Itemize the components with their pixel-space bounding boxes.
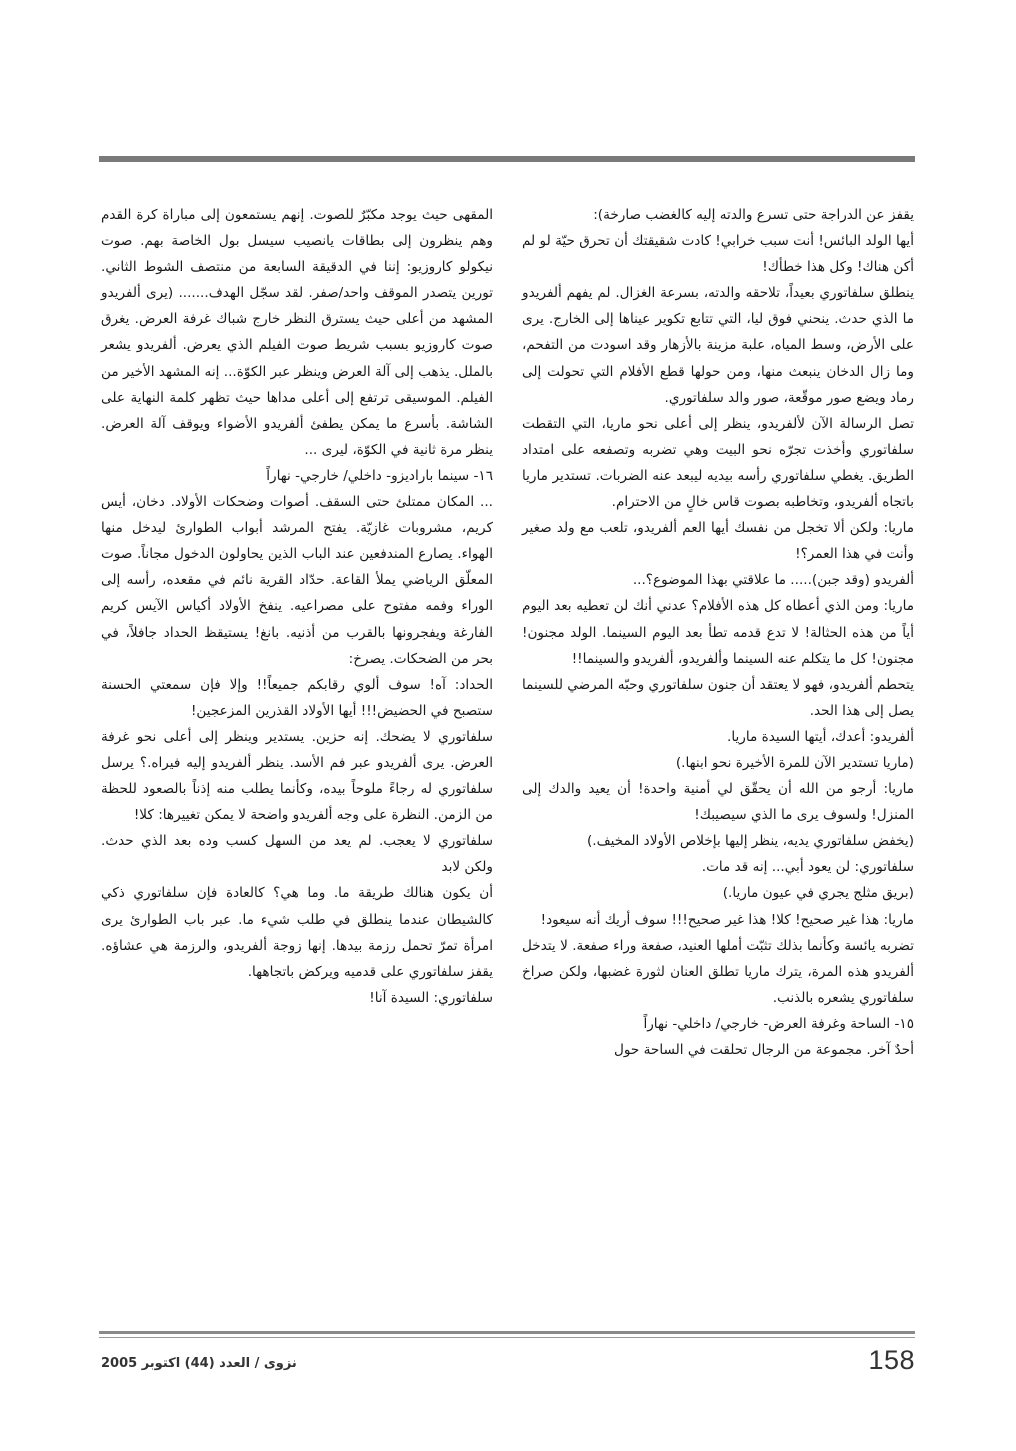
footer-rule bbox=[99, 1331, 915, 1334]
paragraph: الحداد: آه! سوف ألوي رقابكم جميعاً!! وإلا فإن سمعتي الحسنة ستصبح في الحضيض!!! أيها الأولاد القذرين المزعجين! bbox=[101, 676, 493, 719]
paragraph: سلفاتوري: السيدة آنا! bbox=[369, 989, 493, 1006]
paragraph: سلفاتوري لا يعجب. لم يعد من السهل كسب وده بعد الذي حدث. ولكن لابد bbox=[101, 833, 493, 876]
text-column-right bbox=[522, 202, 914, 1063]
paragraph: تصل الرسالة الآن لألفريدو، ينظر إلى أعلى نحو ماريا، التي التقطت سلفاتوري وأخذت تجرّه نحو البيت وهي تضربه وتصفعه على امتداد الطريق. يغطي سلفاتوري رأسه بيديه ليبعد عنه الضربات. تستدير ماريا باتجاه ألفريدو، وتخاطبه بصوت قاس خالٍ من الاحترام. bbox=[522, 415, 914, 511]
paragraph: يتحطم ألفريدو، فهو لا يعتقد أن جنون سلفاتوري وحبّه المرضي للسينما يصل إلى هذا الحد. bbox=[522, 676, 914, 719]
footer-rule-thin bbox=[99, 1337, 915, 1338]
top-rule bbox=[99, 156, 915, 162]
paragraph: المقهى حيث يوجد مكبّرٌ للصوت. إنهم يستمعون إلى مباراة كرة القدم وهم ينظرون إلى بطاقات يانصيب سيسل بول الخاصة بهم. صوت نيكولو كاروزيو: إننا في الدقيقة السابعة من منتصف الشوط الثاني. تورين يتصدر الموقف واحد/صفر. لقد سجّل الهدف....... (يرى ألفريدو المشهد من أعلى حيث يسترق النظر خارج شباك غرفة العرض. يغرق صوت كاروزيو بسبب شريط صوت الفيلم الذي يعرض. ألفريدو يشعر بالملل. يذهب إلى آلة العرض وينظر عبر الكوّة... إنه المشهد الأخير من الفيلم. الموسيقى ترتفع إلى أعلى مداها حيث تظهر كلمة النهاية على الشاشة. بأسرع ما يمكن يطفئ ألفريدو الأضواء ويوقف آلة العرض. ينظر مرة ثانية في الكوّة، ليرى ... bbox=[101, 207, 493, 458]
paragraph: ينطلق سلفاتوري بعيداً، تلاحقه والدته، بسرعة الغزال. لم يفهم ألفريدو ما الذي حدث. ينحني فوق ليا، التي تتابع تكوير عيناها إلى الخارج. يرى على الأرض، وسط المياه، علبة مزينة بالأزهار وقد اسودت من التفحم، وما زال الدخان ينبعث منها، ومن حولها قطع الأفلام التي تحولت إلى رماد ويضع صور موقّعة، صور والد سلفاتوري. bbox=[522, 285, 914, 406]
paragraph: ألفريدو (وقد جبن)..... ما علاقتي بهذا الموضوع؟... bbox=[632, 572, 914, 589]
paragraph: أيها الولد البائس! أنت سبب خرابي! كادت شقيقتك أن تحرق حيّة لو لم أكن هناك! وكل هذا خطأك! bbox=[522, 233, 914, 276]
paragraph: سلفاتوري لا يضحك. إنه حزين. يستدير وينظر إلى أعلى نحو غرفة العرض. يرى ألفريدو عبر فم الأسد. ينظر ألفريدو إليه فيراه.؟ يرسل سلفاتوري له رجاءً ملوحاً بيده، وكأنما يطلب منه إذناً بالصعود للحظة من الزمن. النظرة على وجه ألفريدو واضحة لا يمكن تغييرها: كلا! bbox=[101, 728, 493, 824]
page-number: 158 bbox=[868, 1345, 915, 1375]
paragraph: ألفريدو: أعدك، أيتها السيدة ماريا. bbox=[727, 728, 914, 745]
paragraph: ... المكان ممتلئ حتى السقف. أصوات وضحكات الأولاد. دخان، أيس كريم، مشروبات غازيّة. يفتح المرشد أبواب الطوارئ ليدخل منها الهواء. يصارع المندفعين عند الباب الذين يحاولون الدخول مجاناً. صوت المعلّق الرياضي يملأ القاعة. حدّاد القرية نائم في مقعده، رأسه إلى الوراء وفمه مفتوح على مصراعيه. ينفخ الأولاد أكياس الآيس كريم الفارغة ويفجرونها بالقرب من أذنيه. بانغ! يستيقظ الحداد جافلاً، في بحر من الضحكات. يصرخ: bbox=[101, 494, 493, 667]
scene-heading: ١٥- الساحة وغرفة العرض- خارجي/ داخلي- نهاراً bbox=[643, 1015, 914, 1032]
paragraph: أحدٌ آخر. مجموعة من الرجال تحلقت في الساحة حول bbox=[614, 1042, 914, 1058]
text-column-left bbox=[101, 202, 493, 1011]
paragraph: ماريا: ومن الذي أعطاه كل هذه الأفلام؟ عدني أنك لن تعطيه بعد اليوم أياً من هذه الحثالة! لا تدع قدمه تطأ بعد اليوم السينما. الولد مجنون! مجنون! كل ما يتكلم عنه السينما وألفريدو، ألفريدو والسينما!! bbox=[522, 598, 914, 667]
paragraph: ماريا: هذا غير صحيح! كلا! هذا غير صحيح!!! سوف أريك أنه سيعود! bbox=[540, 911, 914, 928]
paragraph: تضربه يائسة وكأنما بذلك تثبّت أملها العنيد، صفعة وراء صفعة. لا يتدخل ألفريدو هذه المرة، يترك ماريا تطلق العنان لثورة غضبها، ولكن صراخ سلفاتوري يشعره بالذنب. bbox=[522, 937, 914, 1006]
paragraph: (يخفض سلفاتوري يديه، ينظر إليها بإخلاص الأولاد المخيف.) bbox=[586, 833, 914, 850]
paragraph: (بريق مثلج يجري في عيون ماريا.) bbox=[722, 885, 914, 902]
paragraph: سلفاتوري: لن يعود أبي... إنه قد مات. bbox=[701, 859, 914, 876]
paragraph: أن يكون هنالك طريقة ما. وما هي؟ كالعادة فإن سلفاتوري ذكي كالشيطان عندما ينطلق في طلب شيء ما. عبر باب الطوارئ يرى امرأة تمرّ تحمل رزمة بيدها. إنها زوجة ألفريدو، والرزمة هي عشاؤه. يقفز سلفاتوري على قدميه ويركض باتجاهها. bbox=[101, 885, 493, 980]
paragraph: (ماريا تستدير الآن للمرة الأخيرة نحو ابنها.) bbox=[675, 754, 914, 771]
paragraph: ماريا: ولكن ألا تخجل من نفسك أيها العم ألفريدو، تلعب مع ولد صغير وأنت في هذا العمر؟! bbox=[522, 520, 914, 563]
paragraph: ماريا: أرجو من الله أن يحقّق لي أمنية واحدة! أن يعيد والدك إلى المنزل! ولسوف يرى ما الذي سيصيبك! bbox=[522, 781, 914, 824]
issue-info: نزوى / العدد (44) اكتوبر 2005 bbox=[101, 1356, 297, 1371]
scene-heading: ١٦- سينما باراديزو- داخلي/ خارجي- نهاراً bbox=[266, 467, 493, 484]
paragraph: يقفز عن الدراجة حتى تسرع والدته إليه كالغضب صارخة): bbox=[593, 207, 914, 223]
